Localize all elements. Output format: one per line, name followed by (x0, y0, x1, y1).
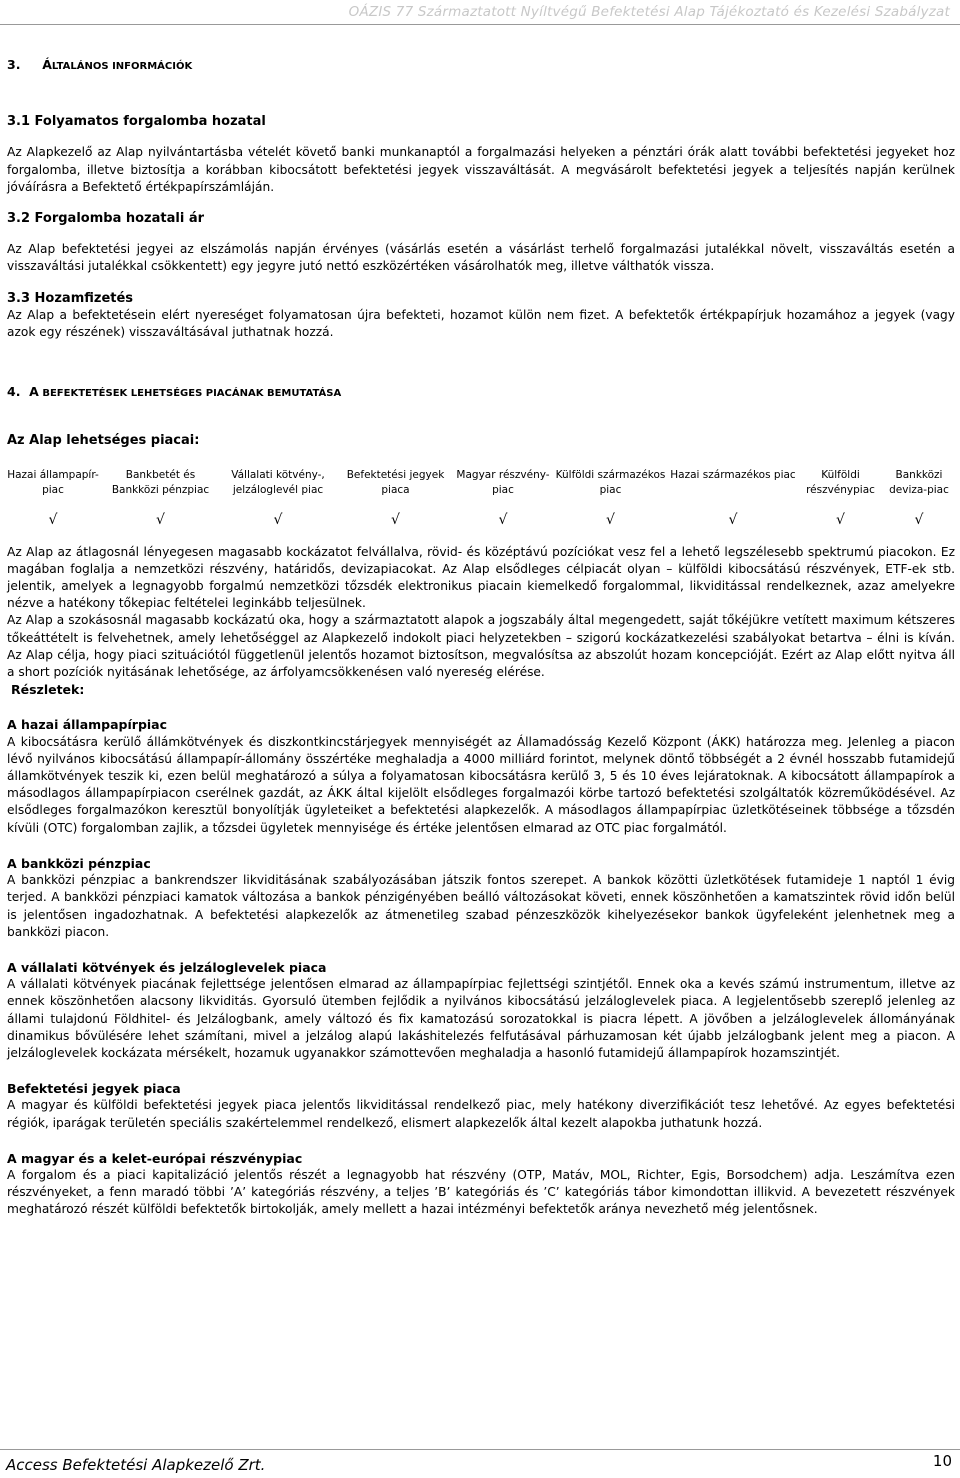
checkmark-icon: √ (273, 511, 283, 528)
subsection-text: A bankközi pénzpiac a bankrendszer likviditásának szabályozásában játszik fontos szerepet. A bankok közötti üzletkötések futamideje 1 naptól 1 évig terjed. A bankközi pénzpiaci kamatok változása a bankok pénzigényében beálló változásokat követi, ennek köszönhetően a kamatszintek rövid időn belül is jelentősen ingadozhatnak. A befektetési alapkezelők az átmenetileg szabad pénzeszközök kihelyezésekor bankok ügyfeleként jelenhetnek meg a bankközi piacon. (7, 873, 955, 939)
market-label: Befektetési jegyek piaca (346, 468, 445, 496)
footer-company: Access Befektetési Alapkezelő Zrt. (6, 1456, 266, 1474)
section-3-1-text: Az Alapkezelő az Alap nyilvántartásba vételét követő banki munkanaptól a forgalmazási helyeken a pénztári órák alatt további befektetési jegyeket hoz forgalomba, illetve biztosítja a korábban kibocsátott befektetési jegyek visszaváltását. A megvásárolt befektetési jegyek a teljesítés napján kerülnek jóváírásra a Befektető értékpapírszámláján. (7, 145, 955, 194)
market-label: Külföldi részvénypiac (806, 468, 875, 496)
section-3-1-heading: 3.1 Folyamatos forgalomba hozatal (7, 114, 266, 130)
checkmark-icon: √ (498, 511, 508, 528)
page-number: 10 (932, 1452, 952, 1470)
market-label: Külföldi származékos piac (555, 468, 666, 496)
checkmark-icon: √ (48, 511, 58, 528)
document-body (7, 56, 955, 1219)
subsection-heading: A hazai állampapírpiac (7, 717, 168, 733)
checkmark-icon: √ (836, 511, 845, 528)
subsection-text: A forgalom és a piaci kapitalizáció jelentős részét a legnagyobb hat részvény (OTP, Matáv, MOL, Richter, Egis, Borsodchem) adja. Leszámítva ezen részvényeket, a fenn maradó többi ’A’ kategóriás részvény, a teljes ’B’ kategóriás és ’C’ kategóriás tábor kimondottan illikvid. A bevezetett részvények meghatározó részét külföldi befektetők birtokolják, amely mellett a hazai intézményi befektetők aránya nevezhető még jelentősnek. (7, 1167, 955, 1217)
section-4-intro: Az Alap az átlagosnál lényegesen magasabb kockázatot felvállalva, rövid- és középtávú pozíciókat vesz fel a lehető legszélesebb spektrumú piacokon. Ez magában foglalja a nemzetközi részvény, határidős, devizapiacokat. Az Alap elsődleges célpiacát olyan – külföldi kibocsátású részvények, ETF-ek stb. jelentik, amelyek a legnagyobb forgalmú nemzetközi tőzsdék elektronikus piacain kiemelkedő forgalommal, likviditással rendelkeznek, azaz amelyekre nézve a hatékony tőkepiac feltételei leginkább teljesülnek. (7, 544, 955, 611)
section-3-title-initial: Á (42, 57, 52, 72)
markets-row (3, 468, 955, 498)
header-divider (0, 24, 960, 25)
section-3-heading (7, 56, 955, 75)
footer-divider (0, 1449, 960, 1450)
market-label: Hazai állampapír-piac (7, 468, 99, 496)
subsection-heading: A vállalati kötvények és jelzáloglevelek piaca (7, 959, 327, 975)
subsection-heading: Befektetési jegyek piaca (7, 1081, 181, 1097)
section-4-heading (7, 383, 955, 402)
market-label: Vállalati kötvény-, jelzáloglevél piac (231, 468, 325, 496)
market-label: Hazai származékos piac (670, 468, 796, 481)
section-4-number: 4. (7, 384, 21, 400)
checkmark-icon: √ (606, 511, 615, 528)
section-4-title-rest: BEFEKTETÉSEK LEHETSÉGES PIACÁNAK BEMUTATÁSA (38, 388, 342, 400)
market-label: Bankközi deviza-piac (889, 468, 949, 496)
subsection-heading: A bankközi pénzpiac (7, 855, 151, 871)
markets-check-row (3, 512, 955, 528)
checkmark-icon: √ (391, 511, 400, 528)
markets-heading: Az Alap lehetséges piacai: (7, 433, 200, 449)
market-label: Magyar részvény-piac (456, 468, 550, 496)
checkmark-icon: √ (728, 511, 738, 528)
section-4-title-initial: A (29, 384, 39, 400)
section-4-intro-2: Az Alap a szokásosnál magasabb kockázatú oka, hogy a származtatott alapok a jogszabály által megengedett, saját tőkéjükre vetített maximum kétszeres tőkeáttételt is felvehetnek, amely lehetőséggel az Alapkezelő indokolt piaci helyzetekben – szigorú kockázatkezelési szabályokat betartva – élni is kíván. Az Alap célja, hogy piaci szituációtól függetlenül jelentős hozamot biztosítson, megvalósítsa az abszolút hozam koncepcióját. Ezért az Alap előtt nyitva áll a short pozíciók nyitásának lehetősége, az árfolyamcsökkenésen való nyereség elérése. (7, 613, 955, 680)
section-3-2-heading: 3.2 Forgalomba hozatali ár (7, 211, 204, 227)
section-3-number: 3. (7, 57, 21, 72)
section-3-3-heading: 3.3 Hozamfizetés (7, 290, 134, 306)
market-label: Bankbetét és Bankközi pénzpiac (111, 468, 210, 496)
checkmark-icon: √ (914, 511, 924, 528)
section-3-title-rest: LTALÁNOS INFORMÁCIÓK (51, 61, 193, 72)
subsection-heading: A magyar és a kelet-európai részvénypiac (7, 1150, 303, 1166)
subsection-text: A magyar és külföldi befektetési jegyek piaca jelentős likviditással rendelkező piac, mely hatékony diverzifikációt tesz lehetővé. Az egyes befektetési régiók, iparágak területén speciális szakértelemmel rendelkező, elismert alapkezelők által kezelt alapokba juthatunk hozzá. (7, 1098, 955, 1130)
section-3-2-text: Az Alap befektetési jegyei az elszámolás napján érvényes (vásárlás esetén a vásárlást terhelő forgalmazási jutalékkal növelt, visszaváltás esetén a visszaváltási jutalékkal csökkentett) egy jegyre jutó nettó eszközértéken vásárolhatók meg, illetve válthatók vissza. (7, 242, 955, 274)
details-heading: Részletek: (11, 682, 85, 698)
checkmark-icon: √ (156, 511, 165, 528)
subsection-text: A kibocsátásra kerülő állámkötvények és diszkontkincstárjegyek mennyiségét az Államadósság Kezelő Központ (ÁKK) határozza meg. Jelenleg a piacon lévő nyilvános kibocsátású állampapír-állomány összértéke meghaladja a 4000 milliárd forintot, melynek döntő többségét a 2 évnél hosszabb futamidejű államkötvények teszik ki, ezen belül meghatározó a súlya a folyamatosan kibocsátásra kerülő 3, 5 és 10 éves lejáratoknak. A kibocsátott állampapírok a másodlagos állampapírpiacon cserélnek gazdát, az ÁKK által kijelölt elsődleges forgalmazói körbe tartozó befektetési szolgáltatók közreműködésével. Az elsődleges forgalmazókon keresztül bonyolítják ügyleteiket a befektetési alapkezelők. A másodlagos állampapírpiac üzletkötéseinek többsége a tőzsdén kívüli (OTC) forgalomban zajlik, a tőzsdei ügyletek mennyisége és értéke jelentősen elmarad az OTC piac forgalmától. (7, 734, 955, 835)
section-3-3-text: Az Alap a befektetésein elért nyereséget folyamatosan újra befekteti, hozamot külön nem fizet. A befektetők értékpapírjuk hozamához a jegyek (vagy azok egy részének) visszaváltásával juthatnak hozzá. (7, 307, 955, 340)
page-header: OÁZIS 77 Származtatott Nyíltvégű Befektetési Alap Tájékoztató és Kezelési Szabályzat (348, 4, 950, 20)
subsection-text: A vállalati kötvények piacának fejlettsége jelentősen elmarad az állampapírpiac fejlettségi szintjétől. Ennek oka a kevés számú instrumentum, illetve az ennek köszönhetően alacsony likviditás. Gyorsuló ütemben fejlődik a nyilvános kibocsátású jelzáloglevelek piaca. A legjelentősebb szereplő jelenleg az állami tulajdonú Földhitel- és Jelzálogbank, amely változó és fix kamatozású sorozatokkal is piacra lépett. A jövőben a jelzáloglevelek állományának dinamikus bővülésére lehet számítani, mivel a jelzálog alapú lakáshitelezés felfutásával párhuzamosan két újabb jelzálogbank jelent meg a piacon. A jelzáloglevelek kockázata mérsékelt, hozamuk ugyanakkor számottevően meghaladja a hasonló futamidejű állampapírok hozamszintjét. (7, 977, 955, 1060)
